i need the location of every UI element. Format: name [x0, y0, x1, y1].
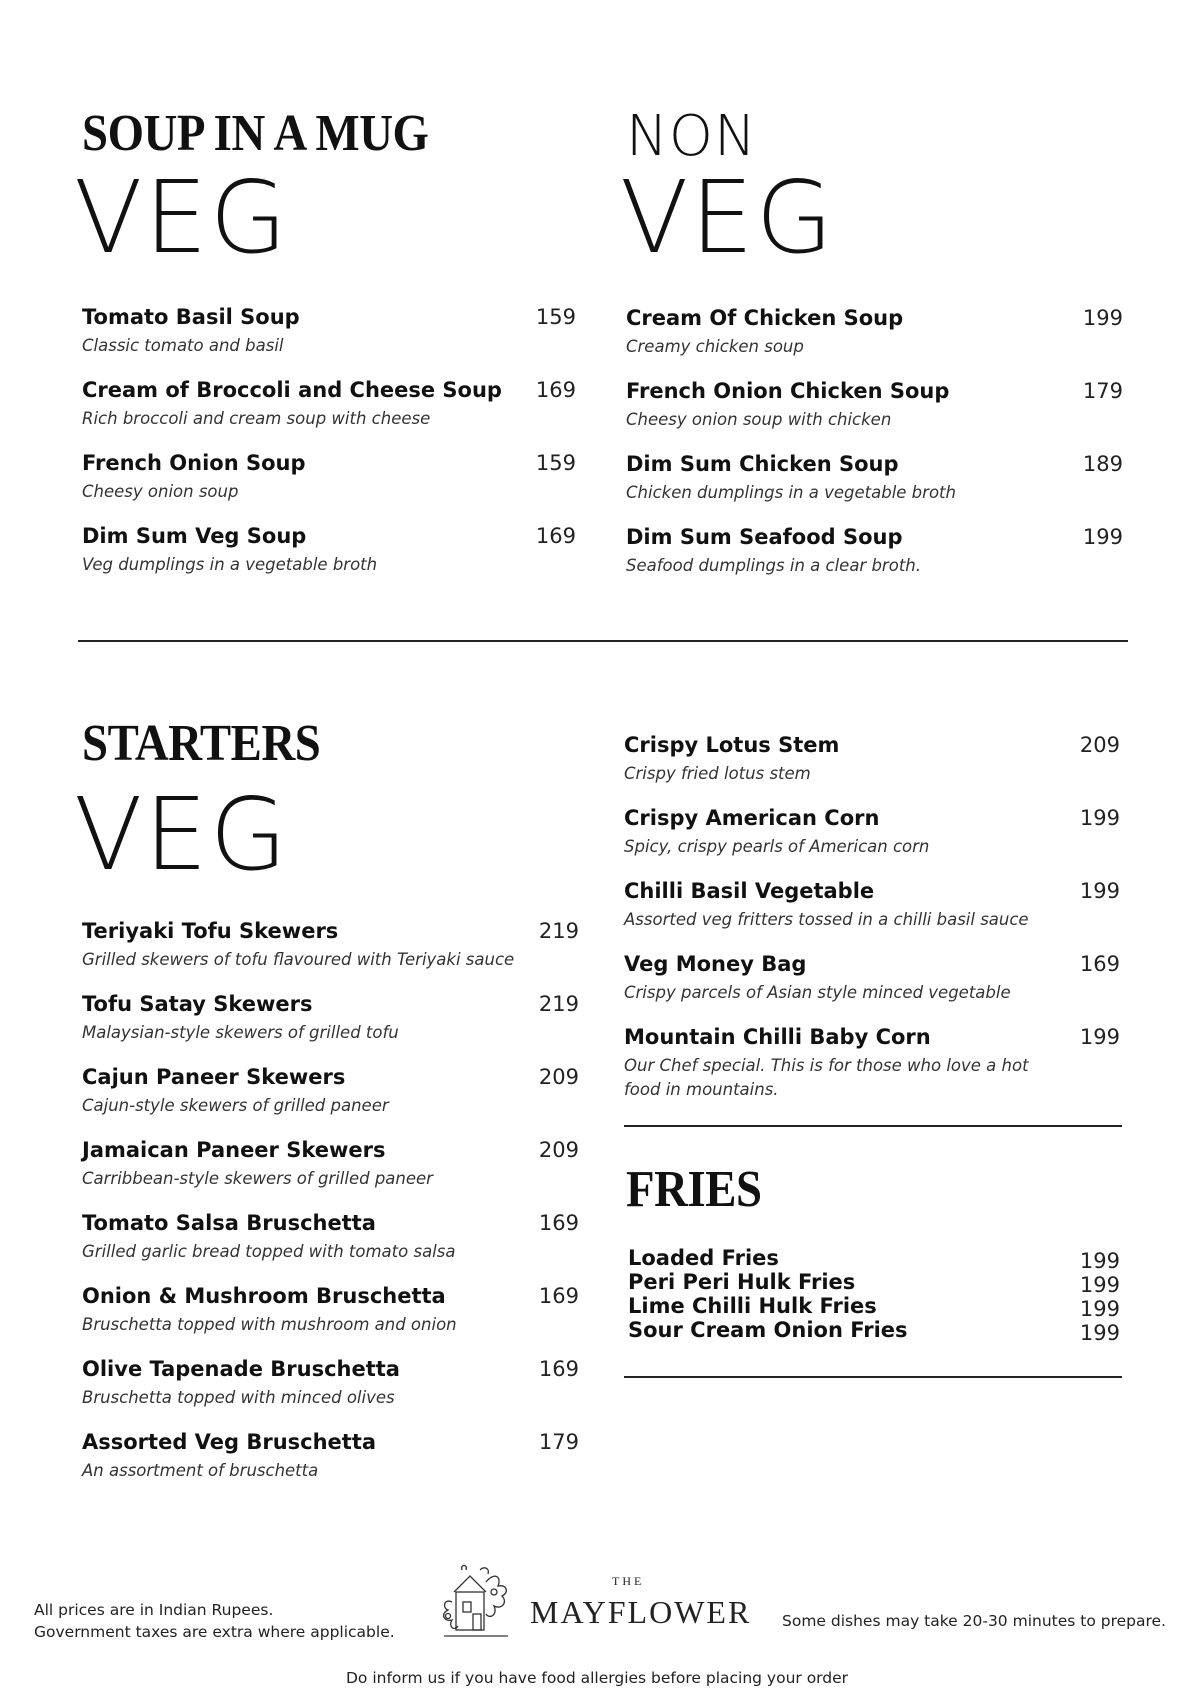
menu-item-name: French Onion Chicken Soup	[626, 379, 950, 403]
menu-item	[626, 525, 1126, 598]
menu-item-price: 219	[538, 992, 579, 1016]
soup-nonveg-heading: VEG	[620, 159, 836, 276]
menu-item-description: Creamy chicken soup	[626, 337, 804, 356]
menu-item	[82, 1284, 587, 1357]
fries-item-name: Lime Chilli Hulk Fries	[628, 1294, 877, 1318]
menu-item-price: 179	[538, 1430, 579, 1454]
menu-item-description: Cheesy onion soup with chicken	[626, 410, 892, 429]
menu-item	[82, 451, 582, 524]
fries-item	[628, 1294, 1124, 1321]
prices-note-line-1: All prices are in Indian Rupees.	[34, 1601, 274, 1619]
menu-item-description-line-2: food in mountains.	[624, 1080, 779, 1099]
menu-item-description: Cajun-style skewers of grilled paneer	[82, 1096, 389, 1115]
menu-item	[82, 992, 587, 1065]
menu-item-price: 169	[538, 1357, 579, 1381]
menu-item-description: Crispy parcels of Asian style minced vegetable	[624, 983, 1011, 1002]
menu-item	[82, 524, 582, 597]
starters-veg-heading: VEG	[74, 776, 290, 893]
menu-item	[626, 452, 1126, 525]
menu-item-price: 159	[535, 305, 576, 329]
fries-section-title: FRIES	[626, 1161, 762, 1218]
menu-item-price: 199	[1082, 525, 1123, 549]
starters-section-title: STARTERS	[82, 715, 321, 772]
fries-item-price: 199	[1079, 1249, 1120, 1273]
menu-item-name: Cream of Broccoli and Cheese Soup	[82, 378, 502, 402]
menu-item-price: 199	[1082, 306, 1123, 330]
menu-item-name: French Onion Soup	[82, 451, 306, 475]
starters-left-list	[82, 919, 587, 1503]
menu-item-name: Tomato Salsa Bruschetta	[82, 1211, 376, 1235]
menu-item-name: Dim Sum Veg Soup	[82, 524, 307, 548]
menu-item-description: Rich broccoli and cream soup with cheese	[82, 409, 431, 428]
menu-item-price: 199	[1079, 879, 1120, 903]
menu-item	[82, 305, 582, 378]
menu-item-price: 169	[535, 378, 576, 402]
menu-item	[626, 306, 1126, 379]
menu-item-name: Jamaican Paneer Skewers	[82, 1138, 386, 1162]
soup-divider	[78, 640, 1128, 642]
prep-time-note: Some dishes may take 20-30 minutes to prepare.	[782, 1612, 1166, 1630]
menu-item-name: Cajun Paneer Skewers	[82, 1065, 346, 1089]
menu-item-name: Olive Tapenade Bruschetta	[82, 1357, 400, 1381]
menu-item-name: Tomato Basil Soup	[82, 305, 300, 329]
menu-item-name: Mountain Chilli Baby Corn	[624, 1025, 931, 1049]
logo-the-text: THE	[612, 1574, 645, 1588]
menu-item-name: Chilli Basil Vegetable	[624, 879, 875, 903]
menu-item	[624, 1025, 1124, 1098]
fries-item-price: 199	[1079, 1321, 1120, 1345]
menu-item-description: Bruschetta topped with minced olives	[82, 1388, 395, 1407]
menu-item-name: Onion & Mushroom Bruschetta	[82, 1284, 446, 1308]
soup-nonveg-list	[626, 306, 1126, 598]
fries-item-name: Peri Peri Hulk Fries	[628, 1270, 856, 1294]
mayflower-house-plant-logo-icon	[436, 1562, 516, 1644]
fries-item-price: 199	[1079, 1297, 1120, 1321]
menu-item-price: 189	[1082, 452, 1123, 476]
menu-item-name: Assorted Veg Bruschetta	[82, 1430, 377, 1454]
menu-item-price: 169	[538, 1284, 579, 1308]
menu-item-price: 159	[535, 451, 576, 475]
menu-item	[82, 378, 582, 451]
soup-section-title: SOUP IN A MUG	[82, 105, 429, 162]
menu-item-price: 169	[1079, 952, 1120, 976]
menu-item	[82, 1430, 587, 1503]
menu-item-description: Chicken dumplings in a vegetable broth	[626, 483, 956, 502]
menu-item-description: Spicy, crispy pearls of American corn	[624, 837, 930, 856]
menu-item	[82, 1357, 587, 1430]
starters-right-list	[624, 733, 1124, 1098]
prices-note-line-2: Government taxes are extra where applicable.	[34, 1623, 395, 1641]
menu-item-description: Malaysian-style skewers of grilled tofu	[82, 1023, 399, 1042]
fries-item-price: 199	[1079, 1273, 1120, 1297]
fries-item	[628, 1246, 1124, 1273]
menu-item-description: Bruschetta topped with mushroom and onion	[82, 1315, 457, 1334]
menu-item-name: Dim Sum Chicken Soup	[626, 452, 899, 476]
menu-item-description: An assortment of bruschetta	[82, 1461, 319, 1480]
starters-divider	[624, 1125, 1122, 1127]
menu-item-price: 209	[538, 1138, 579, 1162]
menu-item-name: Teriyaki Tofu Skewers	[82, 919, 339, 943]
fries-item-name: Sour Cream Onion Fries	[628, 1318, 908, 1342]
soup-veg-list	[82, 305, 582, 597]
soup-nonveg-heading-top: NON	[626, 104, 757, 169]
menu-item	[624, 806, 1124, 879]
soup-veg-heading: VEG	[74, 159, 290, 276]
menu-item-description: Seafood dumplings in a clear broth.	[626, 556, 921, 575]
menu-item-name: Dim Sum Seafood Soup	[626, 525, 903, 549]
mayflower-logo	[436, 1562, 756, 1644]
menu-item-price: 169	[538, 1211, 579, 1235]
menu-item-name: Crispy Lotus Stem	[624, 733, 840, 757]
menu-item-name: Tofu Satay Skewers	[82, 992, 313, 1016]
menu-item-description: Carribbean-style skewers of grilled paneer	[82, 1169, 433, 1188]
menu-item-description: Grilled skewers of tofu flavoured with Teriyaki sauce	[82, 950, 515, 969]
menu-item	[624, 879, 1124, 952]
menu-item-description: Assorted veg fritters tossed in a chilli basil sauce	[624, 910, 1029, 929]
menu-item-description: Crispy fried lotus stem	[624, 764, 811, 783]
menu-item	[624, 952, 1124, 1025]
menu-item-description: Grilled garlic bread topped with tomato salsa	[82, 1242, 456, 1261]
menu-item-name: Veg Money Bag	[624, 952, 807, 976]
menu-item-name: Cream Of Chicken Soup	[626, 306, 904, 330]
menu-item	[82, 1065, 587, 1138]
menu-item-price: 199	[1079, 1025, 1120, 1049]
menu-item-description: Our Chef special. This is for those who love a hot	[624, 1056, 1029, 1075]
menu-item	[626, 379, 1126, 452]
menu-item-price: 219	[538, 919, 579, 943]
menu-item-price: 209	[1079, 733, 1120, 757]
logo-name-text: MAYFLOWER	[530, 1594, 752, 1630]
fries-divider	[624, 1376, 1122, 1378]
fries-list	[628, 1246, 1124, 1345]
menu-item-price: 199	[1079, 806, 1120, 830]
menu-item	[82, 1138, 587, 1211]
menu-item-price: 179	[1082, 379, 1123, 403]
menu-item	[82, 919, 587, 992]
menu-item-description: Veg dumplings in a vegetable broth	[82, 555, 378, 574]
menu-item-description: Classic tomato and basil	[82, 336, 284, 355]
menu-item	[624, 733, 1124, 806]
allergy-note: Do inform us if you have food allergies before placing your order	[346, 1669, 849, 1687]
fries-item	[628, 1270, 1124, 1297]
menu-item-price: 209	[538, 1065, 579, 1089]
menu-item	[82, 1211, 587, 1284]
menu-item-price: 169	[535, 524, 576, 548]
fries-item-name: Loaded Fries	[628, 1246, 779, 1270]
menu-item-name: Crispy American Corn	[624, 806, 880, 830]
menu-item-description: Cheesy onion soup	[82, 482, 239, 501]
fries-item	[628, 1318, 1124, 1345]
